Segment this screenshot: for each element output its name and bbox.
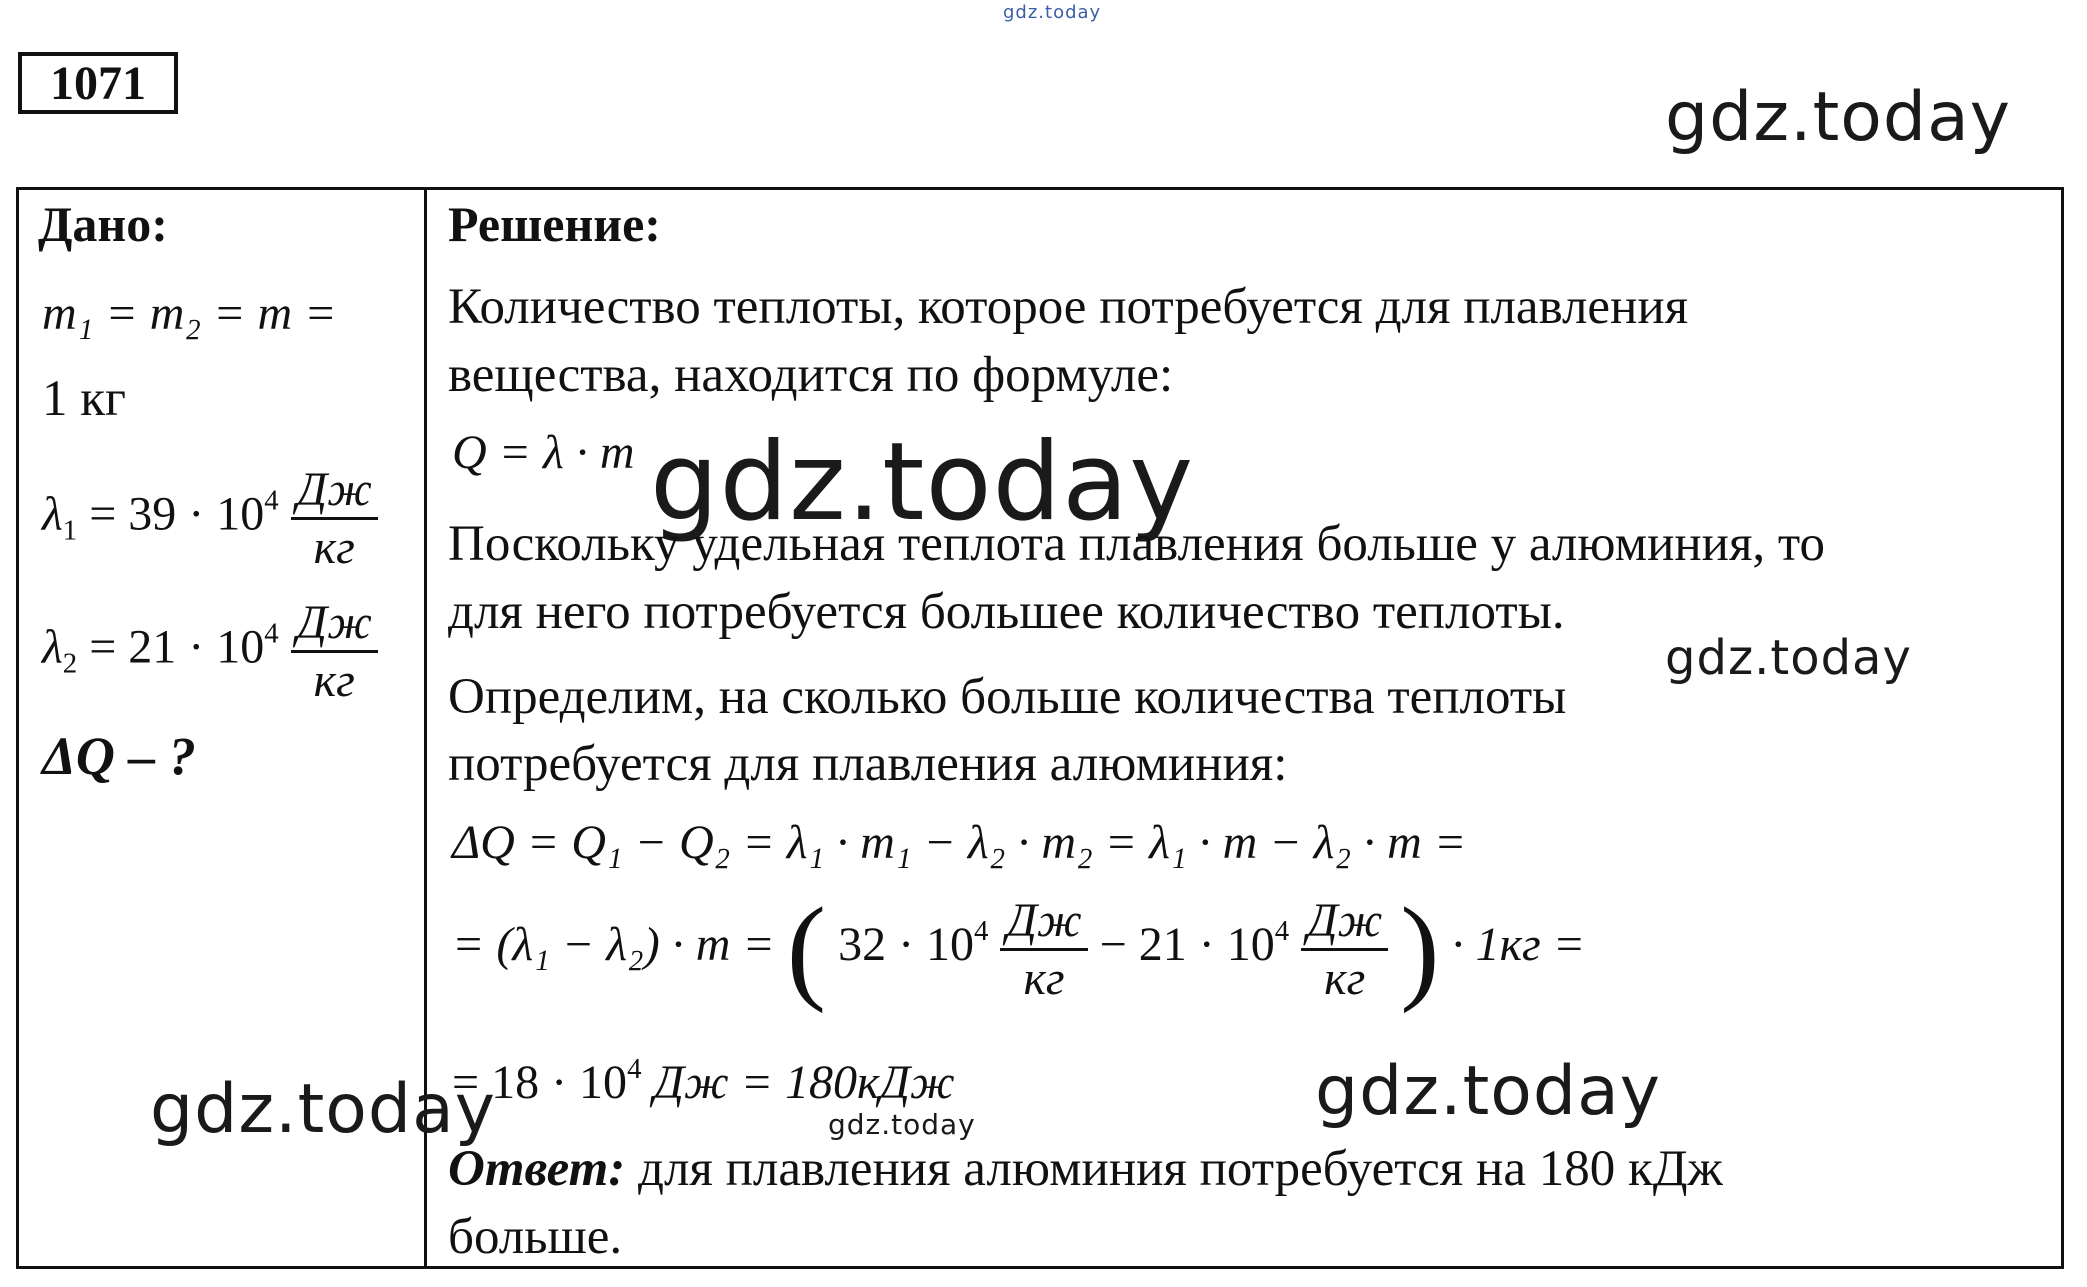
watermark-mid-right: gdz.today [1665,630,1912,686]
watermark-bottom-center: gdz.today [1315,1052,1661,1131]
given-mass-value: 1 кг [42,371,126,427]
lambda1-unit-num: Дж [296,463,372,516]
eq2-term1: 32 · 10 [838,918,975,972]
eq2-unit1-den: кг [1000,948,1087,1006]
solution-heading: Решение: [448,196,661,252]
watermark-bottom-left: gdz.today [150,1070,496,1149]
lambda1-index: 1 [62,514,78,547]
solution-p3-line2: потребуется для плавления алюминия: [448,736,1288,792]
eq2-unit1-num: Дж [1006,893,1082,947]
equation-result [452,1053,955,1110]
given-lambda2 [42,595,378,708]
given-find: ΔQ – ? [42,726,196,786]
answer-label: Ответ: [448,1141,626,1197]
solution-p1-line2: вещества, находится по формуле: [448,347,1174,403]
lambda2-unit [291,595,378,708]
given-heading: Дано: [38,196,168,252]
eq2-suffix: · 1кг = [1451,918,1586,972]
eq2-unit2-num: Дж [1307,893,1383,947]
lambda2-symbol: λ [42,620,63,674]
solution-p2-line2: для него потребуется большее количество теплоты. [448,584,1565,640]
answer-line2: больше. [448,1209,623,1265]
eq2-unit1 [1000,893,1087,1006]
watermark-top-small: gdz.today [1003,2,1102,23]
eq2-open-paren: ( [786,883,827,1014]
answer-text: для плавления алюминия потребуется на 180 кДж [625,1141,1723,1197]
solution-p2-line1: Поскольку удельная теплота плавления больше у алюминия, то [448,516,1826,572]
equation-substitution [452,883,1586,1014]
lambda1-unit-den: кг [291,517,378,575]
eq2-unit2-den: кг [1301,948,1388,1006]
watermark-center-large: gdz.today [650,420,1195,545]
lambda2-index: 2 [62,647,78,680]
lambda1-coef: = 39 · 10 [77,487,265,541]
solution-p3-line1: Определим, на сколько больше количества теплоты [448,669,1567,725]
eq2-minus-term: − 21 · 10 [1099,918,1275,972]
watermark-top-right: gdz.today [1665,78,2011,157]
eq2-exp1: 4 [974,914,989,947]
lambda1-symbol: λ [42,487,63,541]
problem-number: 1071 [18,52,178,114]
lambda2-unit-num: Дж [296,596,372,649]
eq2-unit2 [1301,893,1388,1006]
solution-p1-line1: Количество теплоты, которое потребуется для плавления [448,279,1689,335]
lambda1-unit [291,462,378,575]
lambda2-coef: = 21 · 10 [77,620,265,674]
eq2-prefix: = (λ₁ − λ₂) · m = [452,918,775,972]
formula-q: Q = λ · m [452,426,635,479]
eq3-exp: 4 [627,1053,642,1085]
answer-line1 [448,1140,1723,1198]
lambda2-exp: 4 [264,617,279,650]
given-lambda1 [42,462,378,575]
lambda1-exp: 4 [264,484,279,517]
lambda2-unit-den: кг [291,650,378,708]
eq2-exp2: 4 [1274,914,1290,947]
equation-delta-q: ΔQ = Q₁ − Q₂ = λ₁ · m₁ − λ₂ · m₂ = λ₁ · m − λ₂ · m = [452,816,1467,869]
eq3-pre: = 18 · 10 [452,1056,628,1110]
eq3-post: Дж = 180кДж [641,1056,955,1110]
given-mass-expr: m₁ = m₂ = m = [42,287,337,340]
eq2-close-paren: ) [1400,883,1440,1014]
watermark-bottom-small: gdz.today [828,1108,976,1141]
